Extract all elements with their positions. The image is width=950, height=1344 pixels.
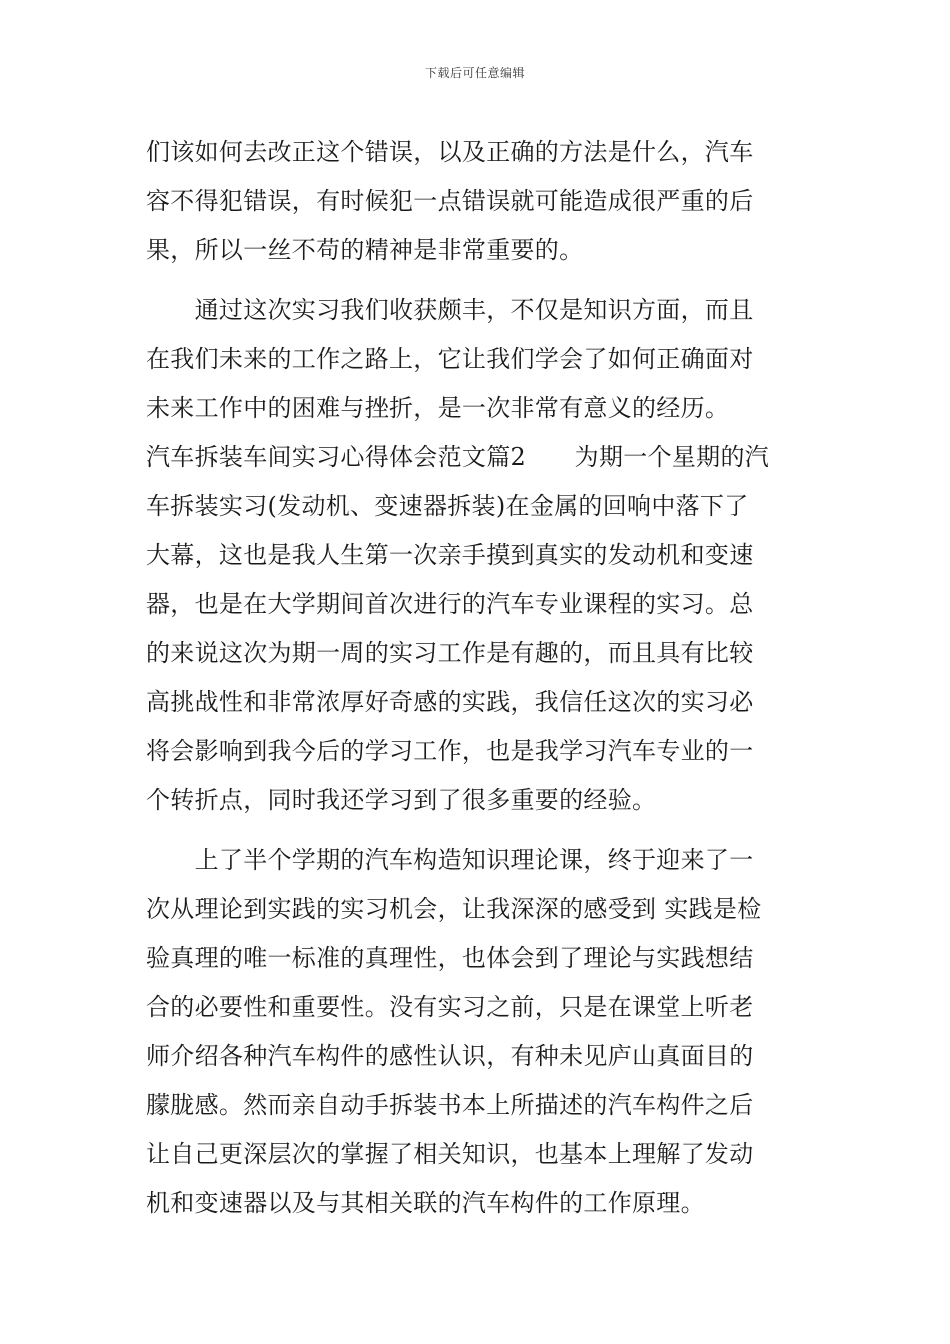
text-line: 验真理的唯一标准的真理性，也体会到了理论与实践想结: [146, 944, 754, 972]
section-heading-line: 汽车拆装车间实习心得体会范文篇2 为期一个星期的汽: [146, 443, 770, 471]
text-line: 在我们未来的工作之路上，它让我们学会了如何正确面对: [146, 345, 754, 373]
text-line: 朦胧感。然而亲自动手拆装书本上所描述的汽车构件之后: [146, 1091, 754, 1119]
text-line: 未来工作中的困难与挫折，是一次非常有意义的经历。: [146, 394, 730, 422]
text-line: 上了半个学期的汽车构造知识理论课，终于迎来了一: [146, 846, 754, 874]
text-line: 容不得犯错误，有时候犯一点错误就可能造成很严重的后: [146, 187, 754, 215]
text-line: 通过这次实习我们收获颇丰，不仅是知识方面，而且: [146, 296, 754, 324]
text-line: 师介绍各种汽车构件的感性认识，有种未见庐山真面目的: [146, 1042, 754, 1070]
text-line: 个转折点，同时我还学习到了很多重要的经验。: [146, 786, 657, 814]
text-line: 们该如何去改正这个错误，以及正确的方法是什么，汽车: [146, 138, 754, 166]
text-line: 器，也是在大学期间首次进行的汽车专业课程的实习。总: [146, 590, 754, 618]
text-line: 让自己更深层次的掌握了相关知识，也基本上理解了发动: [146, 1140, 754, 1168]
text-line: 机和变速器以及与其相关联的汽车构件的工作原理。: [146, 1189, 705, 1217]
text-line: 大幕，这也是我人生第一次亲手摸到真实的发动机和变速: [146, 541, 754, 569]
page-header: 下载后可任意编辑: [424, 66, 525, 80]
document-body: [146, 128, 811, 1228]
text-line: 的来说这次为期一周的实习工作是有趣的，而且具有比较: [146, 639, 754, 667]
text-line: 高挑战性和非常浓厚好奇感的实践，我信任这次的实习必: [146, 688, 754, 716]
text-line: 果，所以一丝不苟的精神是非常重要的。: [146, 236, 584, 264]
text-line: 将会影响到我今后的学习工作，也是我学习汽车专业的一: [146, 737, 754, 765]
text-line: 次从理论到实践的实习机会，让我深深的感受到 实践是检: [146, 895, 762, 923]
text-line: 合的必要性和重要性。没有实习之前，只是在课堂上听老: [146, 993, 754, 1021]
text-line: 车拆装实习(发动机、变速器拆装)在金属的回响中落下了: [146, 492, 749, 520]
